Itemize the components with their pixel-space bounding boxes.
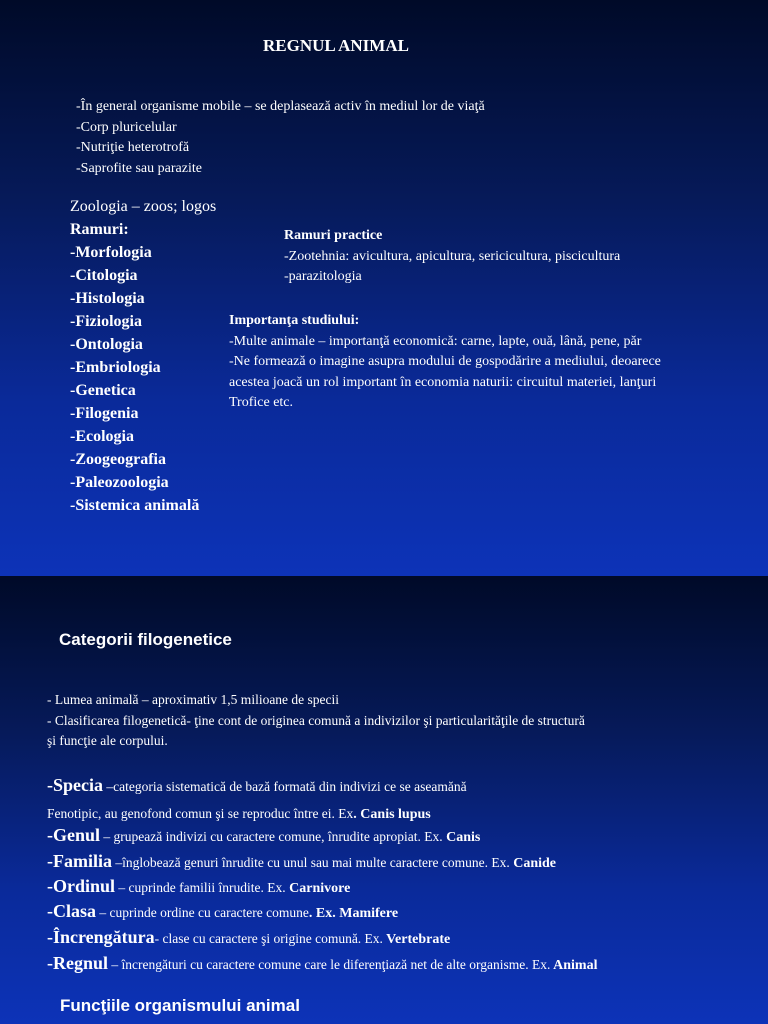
intro-list: [76, 97, 485, 179]
category-example: . Canis lupus: [353, 807, 431, 822]
ramura-item: -Fiziologia: [70, 313, 142, 330]
importanta-section: [229, 311, 661, 414]
ramura-item: -Sistemica animală: [70, 497, 200, 514]
slide-title: Categorii filogenetice: [59, 630, 232, 649]
ramuri-label: Ramuri:: [70, 221, 129, 238]
importanta-item: Trofice etc.: [229, 395, 294, 410]
category-key: -Clasa: [47, 901, 96, 921]
intro-item: -În general organisme mobile – se deplasează activ în mediul lor de viaţă: [76, 99, 485, 114]
category-row: [47, 927, 450, 948]
category-key: -Regnul: [47, 953, 109, 973]
category-text: - clase cu caractere şi origine comună. Ex.: [154, 931, 383, 946]
category-text: Fenotipic, au genofond comun şi se reproduc între ei. Ex: [47, 806, 354, 821]
category-row: [47, 851, 556, 872]
ramura-item: -Genetica: [70, 382, 136, 399]
category-example: Carnivore: [285, 881, 351, 896]
slide-categorii-filogenetice: [0, 576, 768, 1024]
importanta-title: Importanţa studiului:: [229, 313, 360, 328]
category-row: [47, 876, 350, 897]
category-key: -Ordinul: [47, 876, 116, 896]
category-row: [47, 901, 398, 922]
intro-item: -Saprofite sau parazite: [76, 160, 202, 176]
category-text: – încrengături cu caractere comune care le diferenţiază net de alte organisme. Ex.: [108, 957, 551, 972]
category-row: [47, 775, 467, 796]
practice-title: Ramuri practice: [284, 228, 383, 243]
ramura-item: -Embriologia: [70, 359, 161, 376]
intro-item: şi funcţie ale corpului.: [47, 733, 168, 748]
category-text: – cuprinde ordine cu caractere comune: [96, 905, 309, 920]
slide-title: REGNUL ANIMAL: [263, 36, 409, 55]
ramura-item: -Histologia: [70, 290, 145, 307]
zoologia-line: Zoologia – zoos; logos: [70, 198, 217, 215]
category-text: –înglobează genuri înrudite cu unul sau mai multe caractere comune. Ex.: [112, 855, 510, 870]
category-example: Canide: [509, 856, 557, 871]
ramura-item: -Citologia: [70, 267, 138, 284]
category-row: [47, 802, 431, 823]
ramura-item: -Paleozoologia: [70, 474, 169, 491]
practice-item: -parazitologia: [284, 269, 362, 284]
ramura-item: -Ontologia: [70, 336, 143, 353]
importanta-item: acestea joacă un rol important în economia naturii: circuitul materiei, lanţuri: [229, 374, 657, 390]
importanta-item: -Ne formează o imagine asupra modului de gospodărire a mediului, deoarece: [229, 354, 661, 369]
importanta-item: -Multe animale – importanţă economică: carne, lapte, ouă, lână, pene, păr: [229, 333, 642, 349]
practice-item: -Zootehnia: avicultura, apicultura, sericicultura, piscicultura: [284, 248, 621, 264]
ramura-item: -Filogenia: [70, 405, 139, 422]
category-text: –categoria sistematică de bază formată din indivizi ce se aseamănă: [103, 779, 467, 794]
intro-item: -Corp pluricelular: [76, 119, 177, 135]
ramura-item: -Morfologia: [70, 244, 152, 261]
intro-item: - Lumea animală – aproximativ 1,5 milioane de specii: [47, 692, 340, 707]
next-slide-title: Funcţiile organismului animal: [60, 996, 300, 1015]
intro-list: [47, 690, 585, 752]
category-example: Canis: [442, 830, 481, 845]
intro-item: - Clasificarea filogenetică- ţine cont de originea comună a indivizilor şi particularităţile de structură: [47, 712, 585, 728]
category-key: -Genul: [47, 825, 101, 845]
category-row: [47, 953, 597, 974]
category-text: – cuprinde familii înrudite. Ex.: [115, 880, 286, 895]
category-example: Vertebrate: [382, 932, 451, 947]
category-row: [47, 825, 480, 846]
ramuri-list: [70, 218, 199, 517]
category-example: Animal: [550, 958, 598, 973]
category-key: -Încrengătura: [47, 927, 155, 947]
category-key: -Familia: [47, 851, 112, 871]
category-example: . Ex. Mamifere: [308, 906, 399, 921]
intro-item: -Nutriţie heterotrofă: [76, 140, 190, 155]
ramura-item: -Ecologia: [70, 428, 134, 445]
ramura-item: -Zoogeografia: [70, 451, 166, 468]
category-text: – grupează indivizi cu caractere comune, înrudite apropiat. Ex.: [100, 829, 443, 844]
practice-section: [284, 226, 620, 288]
category-key: -Specia: [47, 775, 103, 795]
